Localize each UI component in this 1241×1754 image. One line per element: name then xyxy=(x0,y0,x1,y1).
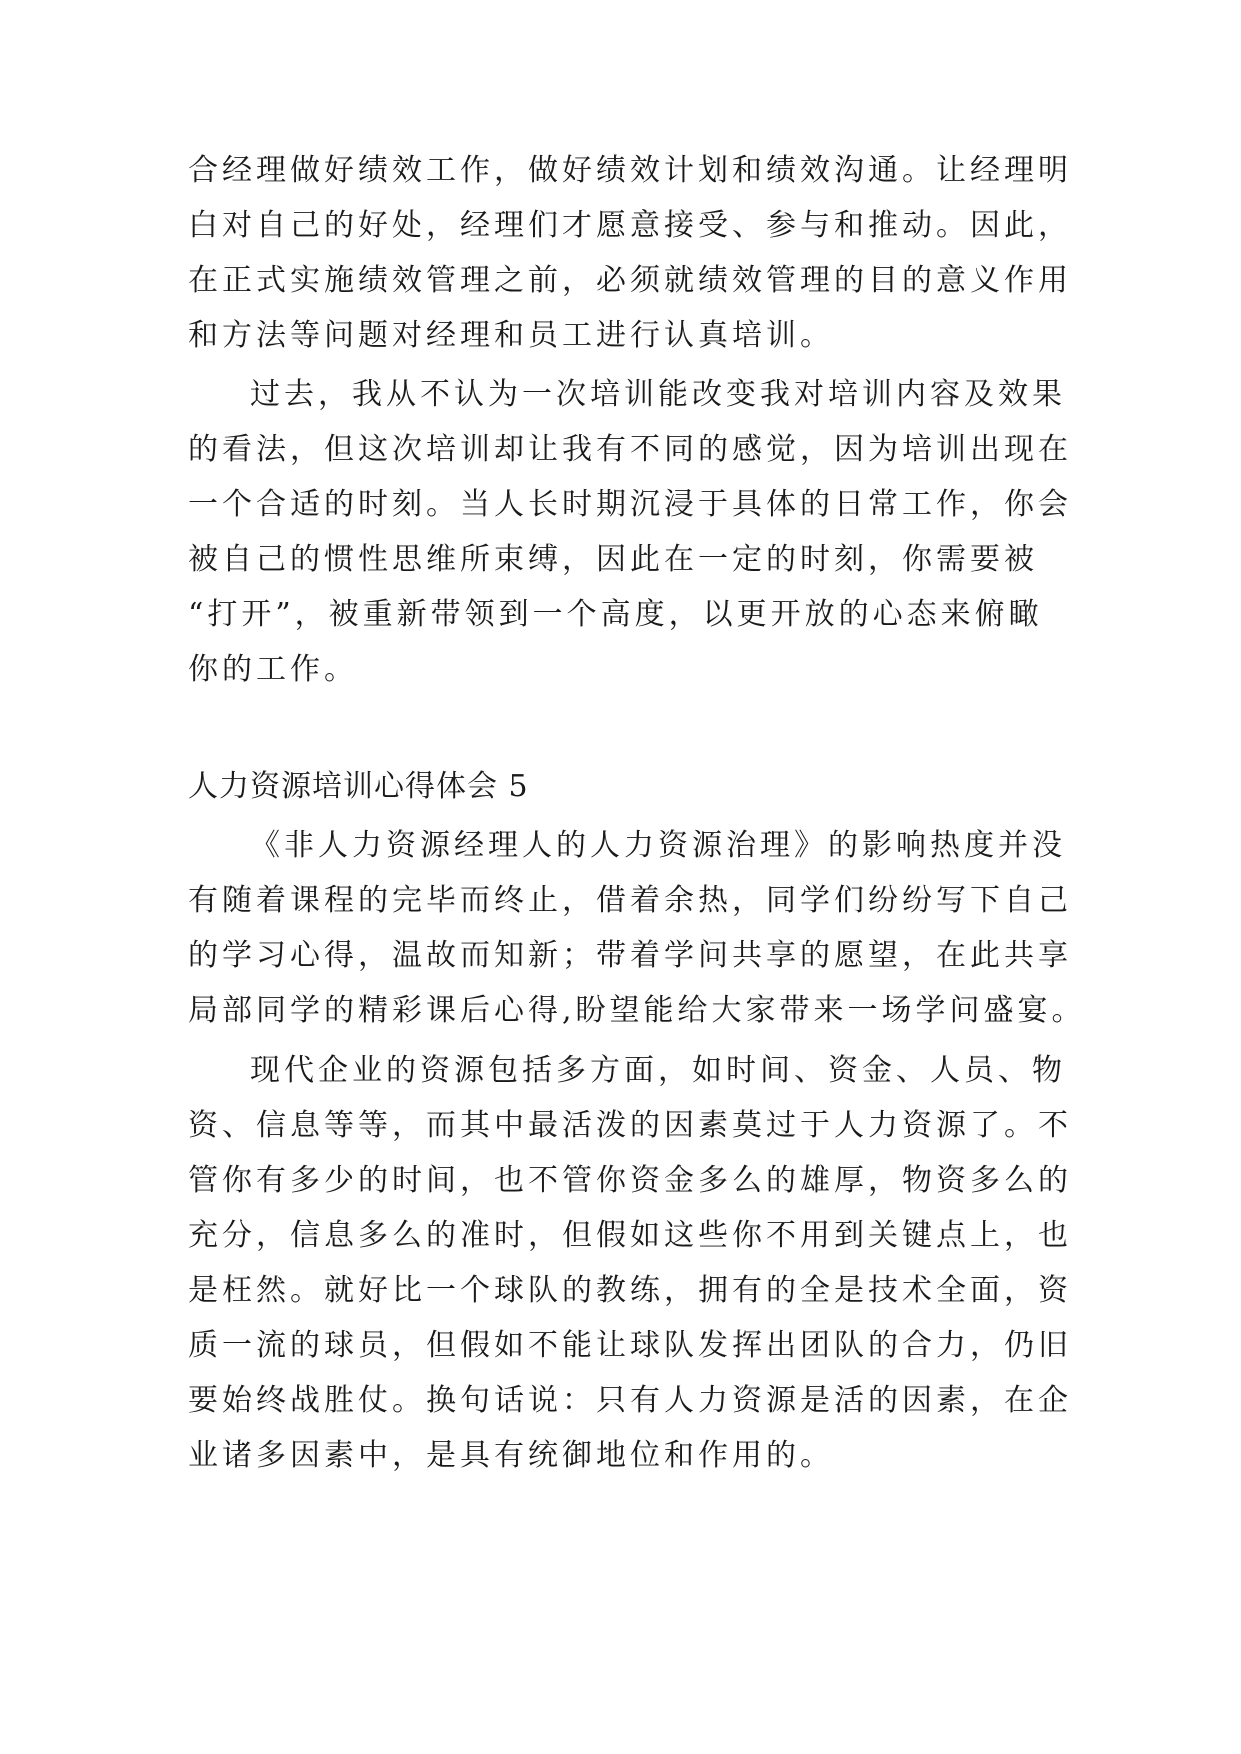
paragraph-line: 的看法，但这次培训却让我有不同的感觉，因为培训出现在 xyxy=(188,432,1072,467)
paragraph-line: 现代企业的资源包括多方面，如时间、资金、人员、物 xyxy=(250,1053,1066,1088)
paragraph-line: 局部同学的精彩课后心得,盼望能给大家带来一场学问盛宴。 xyxy=(188,993,1086,1028)
paragraph-line: 合经理做好绩效工作，做好绩效计划和绩效沟通。让经理明 xyxy=(188,153,1072,188)
paragraph-line: 充分，信息多么的准时，但假如这些你不用到关键点上，也 xyxy=(188,1218,1072,1253)
paragraph-line: 有随着课程的完毕而终止，借着余热，同学们纷纷写下自己 xyxy=(188,883,1072,918)
paragraph-line: 的学习心得，温故而知新；带着学问共享的愿望，在此共享 xyxy=(188,938,1072,973)
paragraph-line: 业诸多因素中，是具有统御地位和作用的。 xyxy=(188,1438,834,1473)
paragraph-line: 你的工作。 xyxy=(188,652,358,687)
paragraph-line: “打开”，被重新带领到一个高度，以更开放的心态来俯瞰 xyxy=(188,597,1043,632)
paragraph-line: 质一流的球员，但假如不能让球队发挥出团队的合力，仍旧 xyxy=(188,1328,1072,1363)
paragraph-line: 资、信息等等，而其中最活泼的因素莫过于人力资源了。不 xyxy=(188,1108,1072,1143)
paragraph-line: 一个合适的时刻。当人长时期沉浸于具体的日常工作，你会 xyxy=(188,487,1072,522)
section-heading: 人力资源培训心得体会 5 xyxy=(188,769,529,804)
paragraph-line: 白对自己的好处，经理们才愿意接受、参与和推动。因此， xyxy=(188,208,1072,243)
paragraph-line: 在正式实施绩效管理之前，必须就绩效管理的目的意义作用 xyxy=(188,263,1072,298)
paragraph-line: 被自己的惯性思维所束缚，因此在一定的时刻，你需要被 xyxy=(188,542,1038,577)
paragraph-line: 是枉然。就好比一个球队的教练，拥有的全是技术全面，资 xyxy=(188,1273,1072,1308)
paragraph-line: 《非人力资源经理人的人力资源治理》的影响热度并没 xyxy=(250,828,1066,863)
paragraph-line: 要始终战胜仗。换句话说：只有人力资源是活的因素，在企 xyxy=(188,1383,1072,1418)
paragraph-line: 过去，我从不认为一次培训能改变我对培训内容及效果 xyxy=(250,377,1066,412)
paragraph-line: 和方法等问题对经理和员工进行认真培训。 xyxy=(188,318,834,353)
paragraph-line: 管你有多少的时间，也不管你资金多么的雄厚，物资多么的 xyxy=(188,1163,1072,1198)
